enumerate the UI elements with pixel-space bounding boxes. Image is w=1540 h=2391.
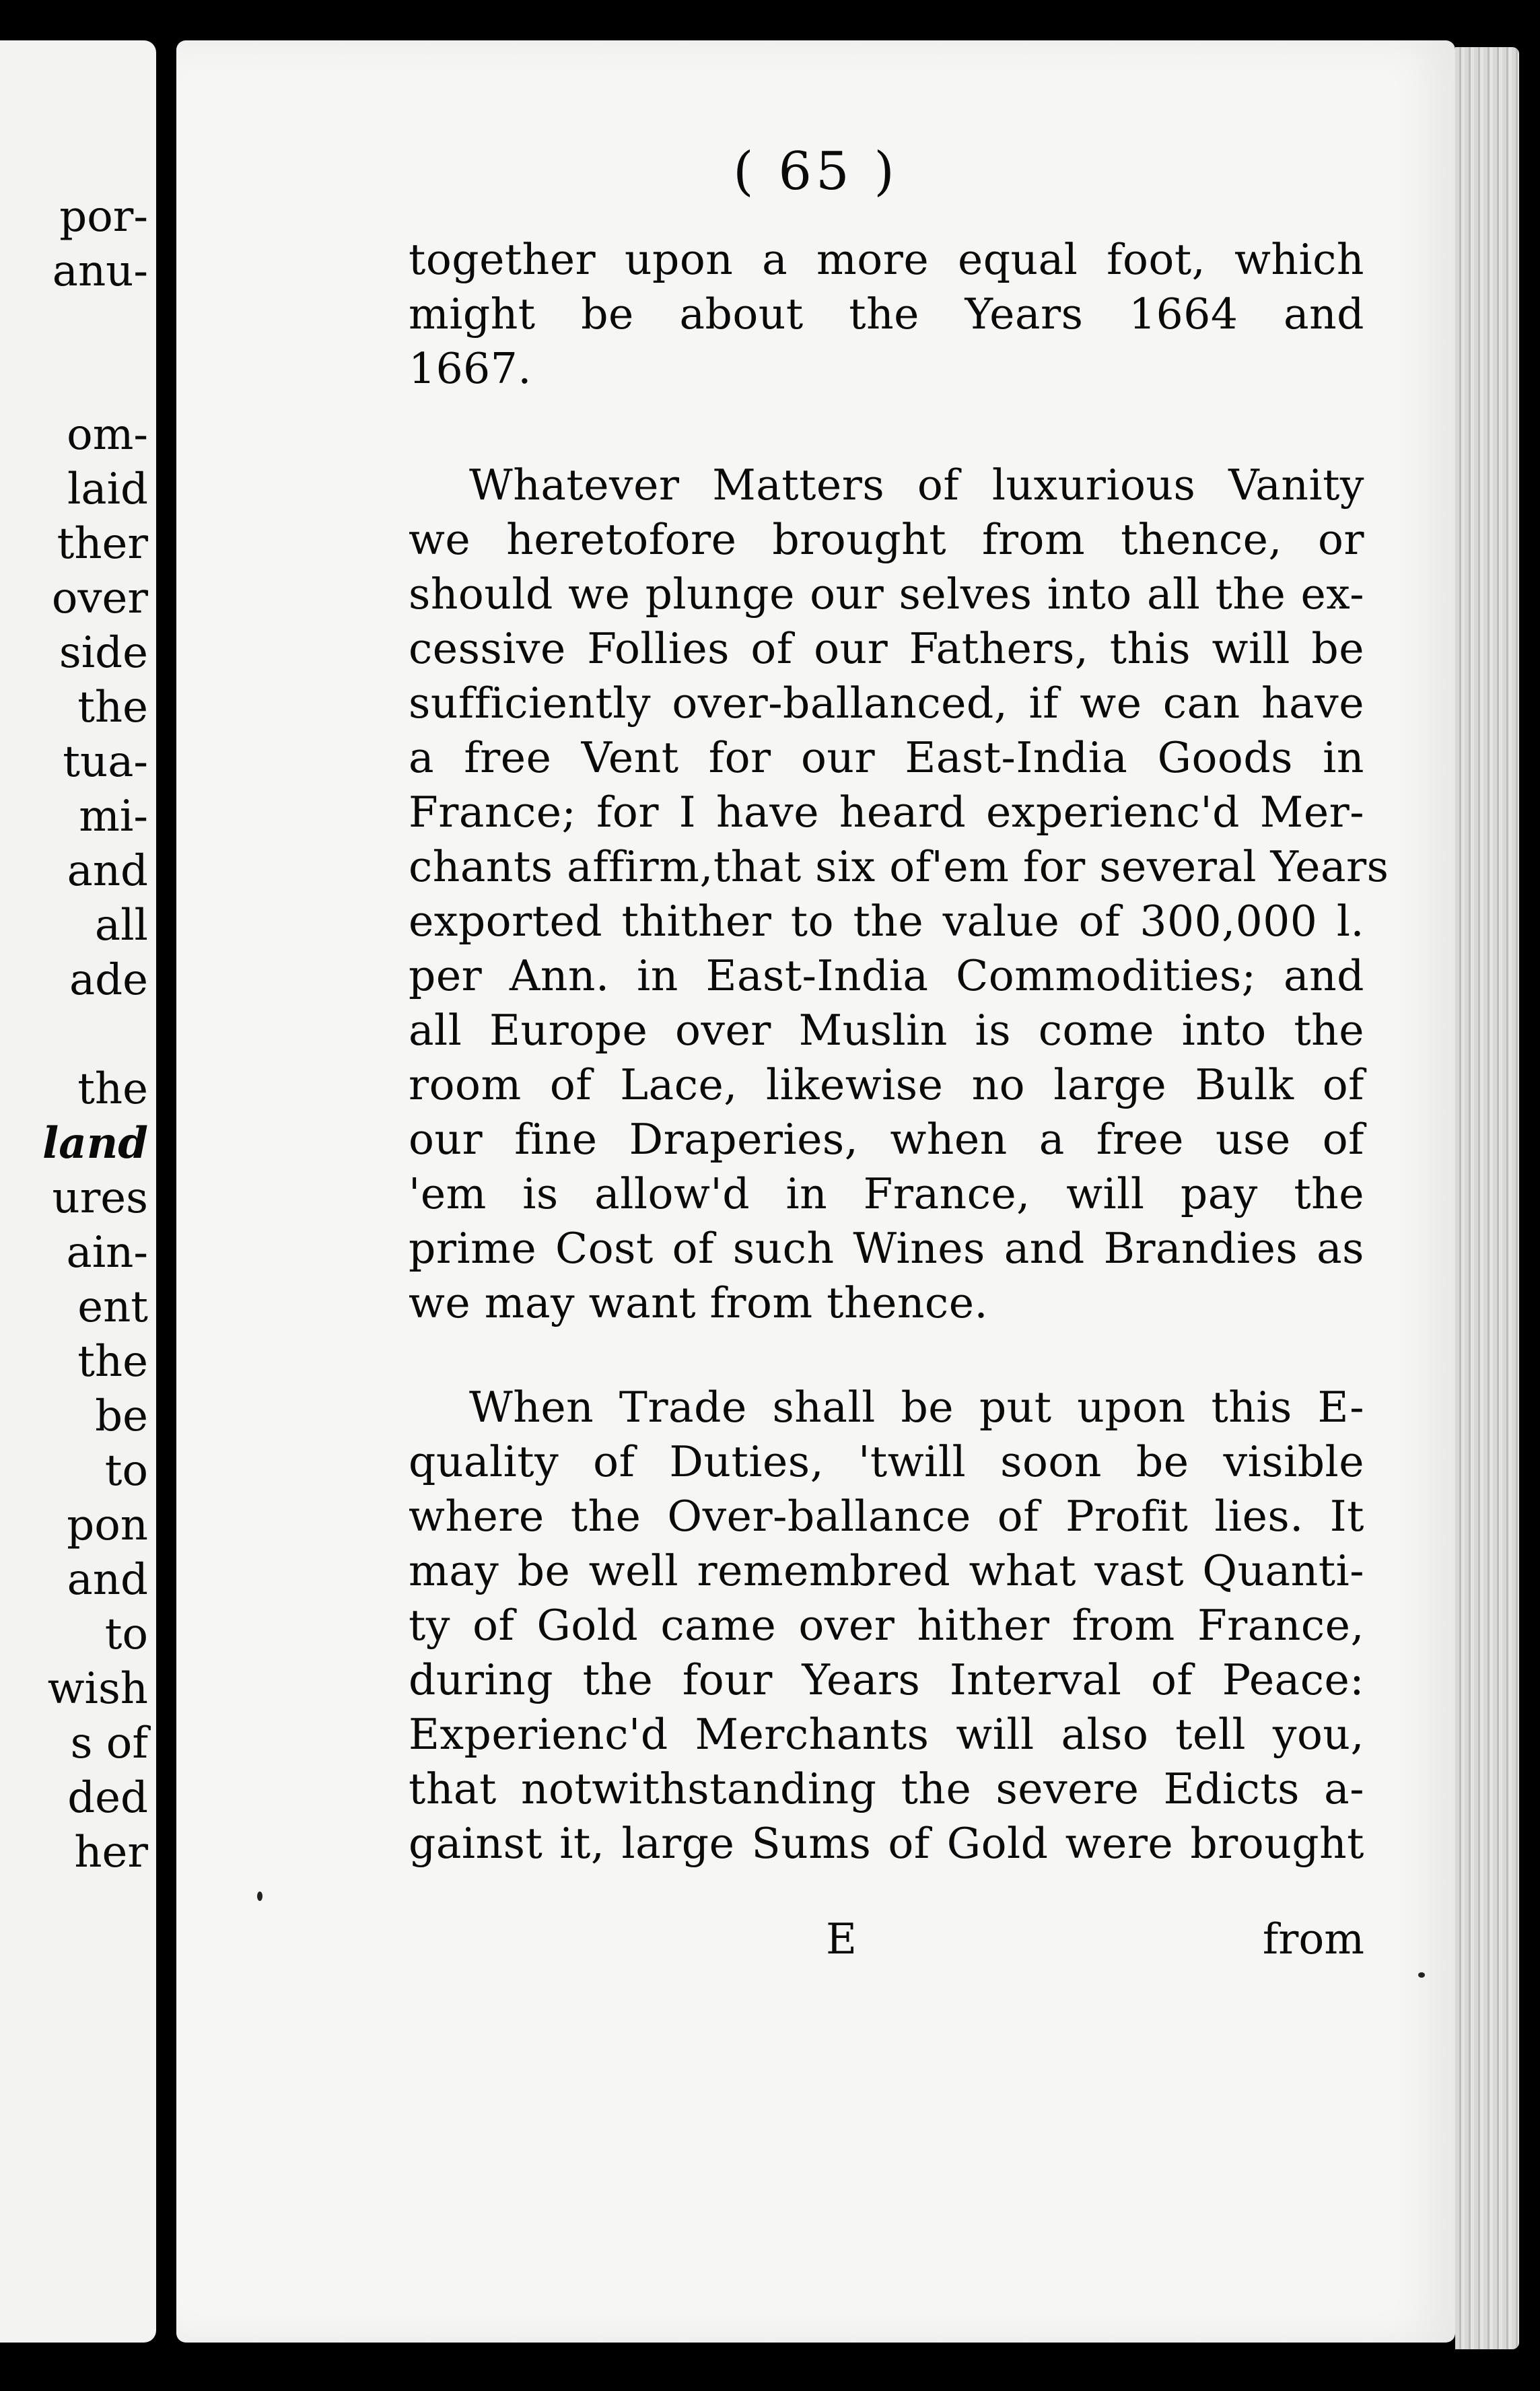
text-line: gainst it, large Sums of Gold were brought bbox=[409, 1819, 1364, 1868]
text-line: may be well remembred what vast Quanti- bbox=[409, 1546, 1364, 1595]
ink-speck bbox=[257, 1892, 262, 1901]
paragraph-1 bbox=[409, 232, 1364, 396]
text-line: might be about the Years 1664 and bbox=[409, 289, 1364, 339]
left-page-line: be bbox=[95, 1391, 148, 1441]
paragraph-3 bbox=[409, 1380, 1364, 1871]
left-page-line: anu- bbox=[52, 246, 148, 296]
text-line: prime Cost of such Wines and Brandies as bbox=[409, 1224, 1364, 1273]
left-page-line: om- bbox=[67, 410, 148, 460]
book-page bbox=[176, 40, 1455, 2343]
left-page-line: ther bbox=[57, 519, 148, 569]
text-line: cessive Follies of our Fathers, this will be bbox=[409, 624, 1364, 673]
left-page-line: the bbox=[77, 683, 148, 732]
left-page-line: land bbox=[42, 1118, 148, 1169]
text-line: chants affirm,that six of'em for several Years bbox=[409, 842, 1389, 891]
text-line: exported thither to the value of 300,000 l. bbox=[409, 897, 1364, 946]
left-page-line: to bbox=[104, 1446, 148, 1496]
left-page-line: s of bbox=[70, 1719, 148, 1768]
text-line: that notwithstanding the severe Edicts a- bbox=[409, 1764, 1364, 1813]
left-page-line: wish bbox=[47, 1664, 148, 1714]
text-line: Whatever Matters of luxurious Vanity bbox=[469, 460, 1364, 510]
ink-speck bbox=[1418, 1972, 1425, 1978]
signature-mark: E bbox=[826, 1914, 857, 1964]
left-page-line: laid bbox=[67, 464, 148, 514]
text-line: sufficiently over-ballanced, if we can have bbox=[409, 679, 1364, 728]
left-page-line: and bbox=[67, 1555, 148, 1605]
text-line: per Ann. in East-India Commodities; and bbox=[409, 951, 1364, 1000]
text-line: where the Over-ballance of Profit lies. It bbox=[409, 1492, 1364, 1541]
catchword: from bbox=[1262, 1914, 1364, 1964]
left-page-line: ded bbox=[67, 1773, 148, 1823]
text-line: France; for I have heard experienc'd Mer- bbox=[409, 788, 1364, 837]
text-line: during the four Years Interval of Peace: bbox=[409, 1655, 1364, 1704]
left-page-line: and bbox=[67, 846, 148, 896]
text-line: should we plunge our selves into all the ex- bbox=[409, 569, 1364, 619]
left-page-line: pon bbox=[67, 1500, 148, 1550]
left-page-line: ures bbox=[52, 1173, 148, 1223]
left-page-line: the bbox=[77, 1337, 148, 1387]
left-page-line: ade bbox=[69, 955, 148, 1005]
text-line: 'em is allow'd in France, will pay the bbox=[409, 1169, 1364, 1218]
left-facing-page bbox=[0, 40, 156, 2343]
text-line: we may want from thence. bbox=[409, 1278, 989, 1327]
text-line: 1667. bbox=[409, 344, 532, 393]
left-page-line: over bbox=[51, 574, 148, 623]
text-line: room of Lace, likewise no large Bulk of bbox=[409, 1060, 1364, 1109]
left-page-line: mi- bbox=[79, 792, 148, 841]
left-page-line: her bbox=[74, 1828, 148, 1877]
left-page-line: to bbox=[104, 1609, 148, 1659]
left-page-line: side bbox=[59, 628, 148, 678]
left-page-line: the bbox=[77, 1064, 148, 1114]
left-page-line: all bbox=[94, 901, 148, 950]
text-line: we heretofore brought from thence, or bbox=[409, 515, 1364, 564]
paragraph-2 bbox=[409, 458, 1389, 1330]
text-line: Experienc'd Merchants will also tell you, bbox=[409, 1710, 1364, 1759]
text-line: together upon a more equal foot, which bbox=[409, 235, 1364, 284]
text-line: When Trade shall be put upon this E- bbox=[469, 1383, 1364, 1432]
text-line: ty of Gold came over hither from France, bbox=[409, 1601, 1364, 1650]
text-line: all Europe over Muslin is come into the bbox=[409, 1006, 1364, 1055]
book-page-edge bbox=[1455, 47, 1519, 2349]
left-page-line: ain- bbox=[66, 1228, 148, 1278]
left-page-line: por- bbox=[59, 192, 148, 242]
text-line: our fine Draperies, when a free use of bbox=[409, 1115, 1364, 1164]
page-number: ( 65 ) bbox=[733, 141, 899, 202]
text-line: quality of Duties, 'twill soon be visible bbox=[409, 1437, 1364, 1486]
text-line: a free Vent for our East-India Goods in bbox=[409, 733, 1364, 782]
left-page-line: tua- bbox=[63, 737, 148, 787]
left-page-line: ent bbox=[77, 1282, 148, 1332]
